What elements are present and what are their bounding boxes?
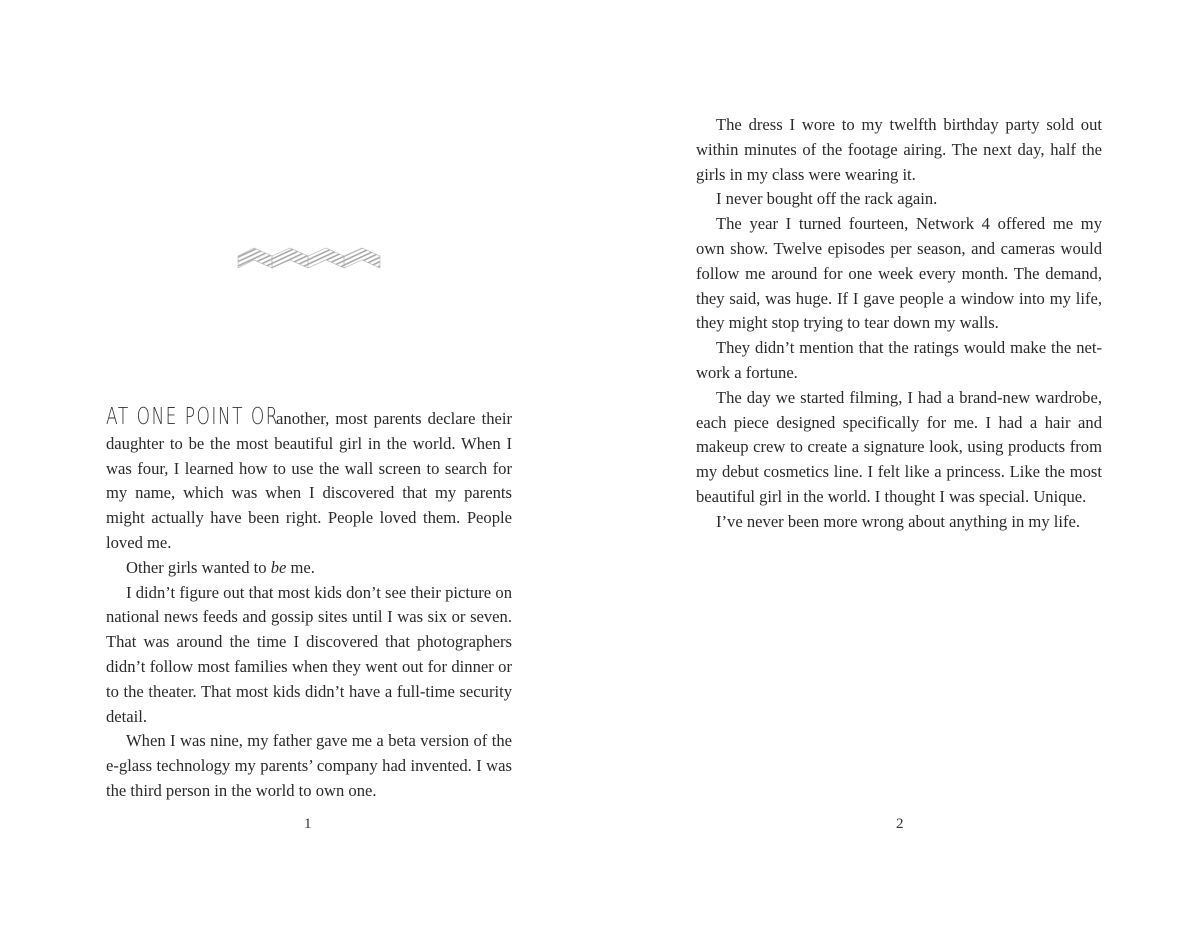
- paragraph: They didn’t mention that the ratings would make the network a fortune.: [696, 338, 1102, 382]
- chapter-ornament-icon: [236, 244, 382, 274]
- paragraph: I didn’t figure out that most kids don’t see their picture on national news feeds and gossip sites until I was six or seven. That was around the time I discovered that photographers didn’t follow most families when they went out for dinner or to the theater. That most kids didn’t have a full-time security detail.: [106, 582, 512, 726]
- paragraph: The day we started filming, I had a brand-new wardrobe, each piece designed specifically for me. I had a hair and makeup crew to create a signature look, using products from my debut cosmetics line. I felt like a princess. Like the most beautiful girl in the world. I thought I was special. Unique.: [696, 387, 1102, 506]
- left-page-text: [106, 405, 512, 804]
- paragraph: I’ve never been more wrong about anything in my life.: [716, 511, 1081, 531]
- paragraph: I never bought off the rack again.: [716, 189, 938, 209]
- right-page-text: [696, 113, 1102, 535]
- paragraph: The year I turned fourteen, Network 4 offered me my own show. Twelve episodes per season, and cameras would follow me around for one week every month. The demand, they said, was huge. If I gave people a window into my life, they might stop trying to tear down my walls.: [696, 214, 1102, 333]
- opening-paragraph: AT ONE POINT OR another, most parents declare their daughter to be the most beautiful girl in the world. When I was four, I learned how to use the wall screen to search for my name, which was when I discovered that my parents might actually have been right. People loved them. People loved me.: [106, 404, 512, 552]
- chapter-lead-in: AT ONE POINT OR: [106, 404, 280, 430]
- page-number: 1: [304, 816, 312, 832]
- right-page: [600, 0, 1200, 927]
- paragraph: When I was nine, my father gave me a beta version of the e-glass technology my parents’ company had invented. I was the third person in the world to own one.: [106, 731, 512, 800]
- paragraph: Other girls wanted to be me.: [126, 557, 315, 577]
- page-number: 2: [896, 816, 904, 832]
- paragraph: The dress I wore to my twelfth birthday party sold out within minutes of the footage airing. The next day, half the girls in my class were wearing it.: [696, 115, 1102, 184]
